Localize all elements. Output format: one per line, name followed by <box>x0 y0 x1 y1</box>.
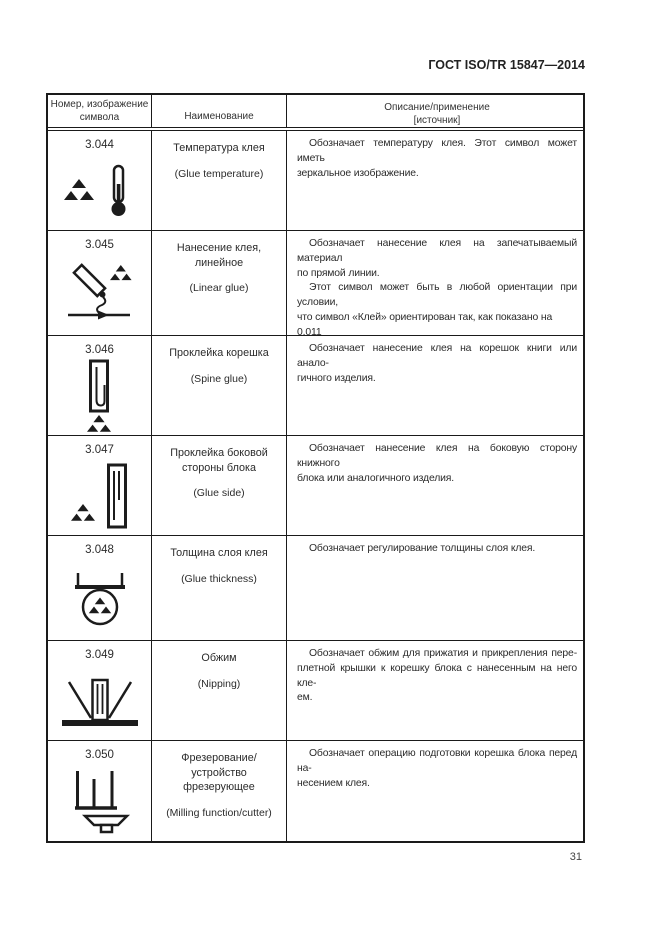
name-en: (Linear glue) <box>189 282 249 295</box>
name-cell <box>152 231 287 335</box>
name-ru: Обжим <box>201 652 237 664</box>
name-en: (Nipping) <box>197 677 241 690</box>
linear-glue-symbol <box>62 253 138 335</box>
description-line: что символ «Клей» ориентирован так, как показано на 0.011 <box>297 311 553 338</box>
name-cell <box>152 436 287 535</box>
symbol-cell <box>48 231 152 335</box>
table-row <box>48 436 583 536</box>
nipping-symbol <box>60 663 140 740</box>
spine-glue-symbol <box>73 358 127 435</box>
glue-side-symbol <box>69 458 131 535</box>
document-title: ГОСТ ISO/TR 15847—2014 <box>428 58 585 72</box>
symbol-cell <box>48 436 152 535</box>
glue-thickness-symbol <box>68 558 132 640</box>
symbol-number: 3.048 <box>85 544 114 556</box>
name-en: (Glue side) <box>193 487 245 500</box>
name-en: (Glue temperature) <box>174 167 264 180</box>
document-page <box>46 58 585 863</box>
description-line: ем. <box>297 692 313 704</box>
description-line: Этот символ может быть в любой ориентации при условии, <box>297 282 577 309</box>
description-line: Обозначает температуру клея. Этот символ может иметь <box>297 138 577 164</box>
name-cell <box>152 536 287 640</box>
description-line: Обозначает операцию подготовки корешка блока перед на- <box>297 748 577 774</box>
description-cell <box>287 336 583 435</box>
name-cell <box>152 131 287 230</box>
name-ru: Фрезерование/ устройство фрезерующее <box>181 752 257 794</box>
header-line: Номер, изображение <box>50 99 149 110</box>
table-row <box>48 336 583 436</box>
name-en: (Spine glue) <box>190 372 248 385</box>
milling-cutter-symbol <box>68 763 132 841</box>
name-cell <box>152 336 287 435</box>
glue-temperature-symbol <box>62 153 138 230</box>
header-symbol-column <box>48 95 152 127</box>
description-cell <box>287 536 583 640</box>
description-cell <box>287 131 583 230</box>
symbol-number: 3.050 <box>85 749 114 761</box>
symbol-cell <box>48 741 152 841</box>
symbol-number: 3.044 <box>85 139 114 151</box>
name-ru: Нанесение клея, линейное <box>176 242 262 269</box>
description-line: Обозначает обжим для прижатия и прикрепления пере- <box>309 648 577 659</box>
description-line: зеркальное изображение. <box>297 167 419 179</box>
header-description-column <box>287 95 583 127</box>
name-ru: Толщина слоя клея <box>170 547 268 559</box>
header-line: символа <box>79 112 120 123</box>
symbol-number: 3.046 <box>85 344 114 356</box>
table-row <box>48 231 583 336</box>
symbol-cell <box>48 536 152 640</box>
symbol-cell <box>48 131 152 230</box>
symbol-number: 3.047 <box>85 444 114 456</box>
table-row <box>48 741 583 841</box>
symbol-cell <box>48 641 152 740</box>
header-name-column <box>152 95 287 127</box>
symbols-table <box>46 93 585 843</box>
header-line: Описание/применение <box>384 102 490 113</box>
name-cell <box>152 741 287 841</box>
name-ru: Проклейка боковой стороны блока <box>170 447 268 474</box>
header-line: [источник] <box>413 115 461 126</box>
table-header-row <box>48 95 583 131</box>
description-line: плетной крышки к корешку блока с нанесенным на него кле- <box>297 662 577 689</box>
name-en: (Glue thickness) <box>181 572 257 585</box>
table-row <box>48 536 583 641</box>
description-cell <box>287 641 583 740</box>
symbol-number: 3.045 <box>85 239 114 251</box>
name-cell <box>152 641 287 740</box>
name-en: (Milling function/cutter) <box>166 806 272 819</box>
description-cell <box>287 741 583 841</box>
table-row <box>48 131 583 231</box>
description-line: блока или аналогичного изделия. <box>297 472 455 484</box>
table-row <box>48 641 583 741</box>
page-number: 31 <box>569 851 582 863</box>
description-line: гичного изделия. <box>297 372 376 384</box>
symbol-cell <box>48 336 152 435</box>
header-line: Наименование <box>184 110 254 122</box>
name-ru: Температура клея <box>173 142 265 154</box>
description-cell <box>287 231 583 338</box>
description-line: Обозначает нанесение клея на корешок книги или анало- <box>297 343 577 369</box>
description-line: Обозначает регулирование толщины слоя клея. <box>309 543 536 554</box>
symbol-number: 3.049 <box>85 649 114 661</box>
name-ru: Проклейка корешка <box>169 347 269 359</box>
description-line: Обозначает нанесение клея на запечатываемый материал <box>297 238 577 264</box>
description-cell <box>287 436 583 535</box>
description-line: Обозначает нанесение клея на боковую сторону книжного <box>297 443 577 469</box>
description-line: по прямой линии. <box>297 267 380 279</box>
description-line: несением клея. <box>297 777 370 789</box>
